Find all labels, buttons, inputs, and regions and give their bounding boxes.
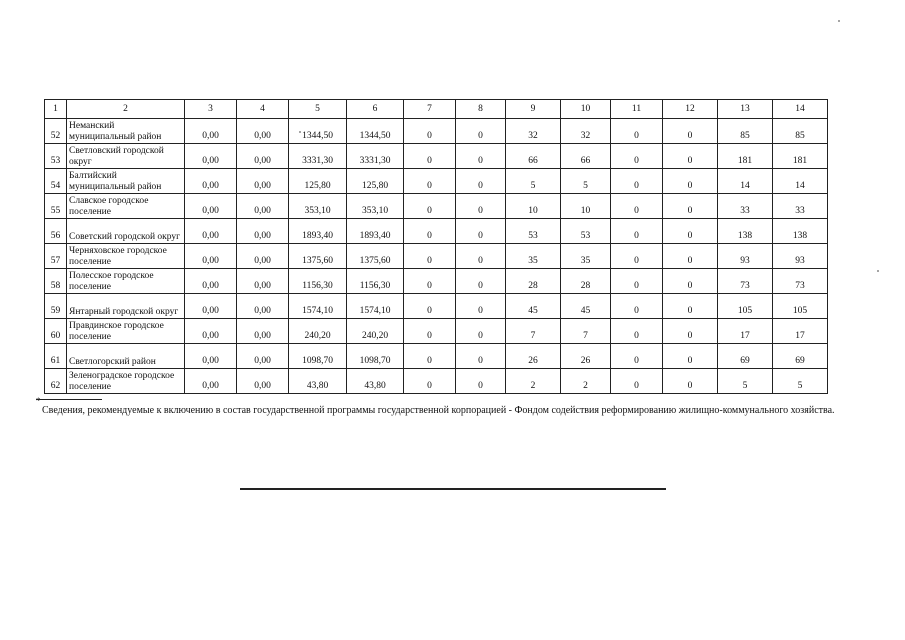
value-cell: 93 <box>718 244 773 269</box>
value-cell: 0,00 <box>237 219 289 244</box>
value-cell: 0 <box>404 119 456 144</box>
value-cell: 0,00 <box>185 344 237 369</box>
value-cell: 33 <box>773 194 828 219</box>
value-cell: 240,20 <box>289 319 347 344</box>
value-cell: 0 <box>611 194 663 219</box>
value-cell: 0 <box>663 119 718 144</box>
value-cell: 0,00 <box>237 269 289 294</box>
value-cell: 0 <box>456 294 506 319</box>
scan-speck <box>877 270 879 272</box>
value-cell: 0 <box>456 244 506 269</box>
value-cell: 53 <box>506 219 561 244</box>
value-cell: 0 <box>663 194 718 219</box>
value-cell: 3331,30 <box>289 144 347 169</box>
municipality-name-cell: Неманский муниципальный район <box>67 119 185 144</box>
value-cell: 353,10 <box>347 194 404 219</box>
value-cell: 0 <box>404 319 456 344</box>
value-cell: 0 <box>404 194 456 219</box>
value-cell: 85 <box>718 119 773 144</box>
municipality-name-cell: Правдинское городское поселение <box>67 319 185 344</box>
scan-speck <box>838 20 840 22</box>
value-cell: 14 <box>718 169 773 194</box>
row-number-cell: 53 <box>45 144 67 169</box>
value-cell: 26 <box>506 344 561 369</box>
value-cell: 0 <box>456 219 506 244</box>
value-cell: 0 <box>404 369 456 394</box>
column-header: 2 <box>67 100 185 119</box>
value-cell: 85 <box>773 119 828 144</box>
value-cell: 2 <box>506 369 561 394</box>
value-cell: 1893,40 <box>289 219 347 244</box>
value-cell: 2 <box>561 369 611 394</box>
value-cell: 45 <box>561 294 611 319</box>
value-cell: 138 <box>773 219 828 244</box>
table-row <box>45 344 828 369</box>
value-cell: 43,80 <box>289 369 347 394</box>
value-cell: 125,80 <box>347 169 404 194</box>
value-cell: 0 <box>663 344 718 369</box>
value-cell: 0 <box>611 219 663 244</box>
value-cell: 0 <box>456 344 506 369</box>
value-cell: 0,00 <box>237 144 289 169</box>
value-cell: 0 <box>611 144 663 169</box>
municipality-name-cell: Янтарный городской округ <box>67 294 185 319</box>
footnote-marker: * <box>36 396 41 406</box>
column-header: 8 <box>456 100 506 119</box>
value-cell: 0 <box>456 144 506 169</box>
value-cell: 5 <box>506 169 561 194</box>
value-cell: 0,00 <box>237 369 289 394</box>
value-cell: 32 <box>561 119 611 144</box>
municipality-name-cell: Полесское городское поселение <box>67 269 185 294</box>
value-cell: 10 <box>506 194 561 219</box>
row-number-cell: 54 <box>45 169 67 194</box>
value-cell: 0 <box>663 219 718 244</box>
value-cell: 0,00 <box>237 194 289 219</box>
value-cell: 0,00 <box>185 194 237 219</box>
row-number-cell: 57 <box>45 244 67 269</box>
value-cell: 1574,10 <box>289 294 347 319</box>
row-number-cell: 56 <box>45 219 67 244</box>
value-cell: 35 <box>506 244 561 269</box>
municipality-name-cell: Черняховское городское поселение <box>67 244 185 269</box>
value-cell: 69 <box>773 344 828 369</box>
column-header: 5 <box>289 100 347 119</box>
value-cell: 66 <box>561 144 611 169</box>
value-cell: 0,00 <box>185 169 237 194</box>
value-cell: 105 <box>773 294 828 319</box>
column-header: 3 <box>185 100 237 119</box>
municipality-name-cell: Балтийский муниципальный район <box>67 169 185 194</box>
value-cell: 353,10 <box>289 194 347 219</box>
value-cell: 0,00 <box>185 319 237 344</box>
value-cell: 0 <box>456 194 506 219</box>
footnote-divider <box>36 399 102 400</box>
value-cell: 1098,70 <box>289 344 347 369</box>
value-cell: 0,00 <box>237 244 289 269</box>
value-cell: 1893,40 <box>347 219 404 244</box>
value-cell: 0 <box>404 219 456 244</box>
value-cell: 17 <box>718 319 773 344</box>
row-number-cell: 61 <box>45 344 67 369</box>
value-cell: 0 <box>404 269 456 294</box>
value-cell: 66 <box>506 144 561 169</box>
value-cell: 1344,50 <box>289 119 347 144</box>
value-cell: 26 <box>561 344 611 369</box>
value-cell: 240,20 <box>347 319 404 344</box>
value-cell: 0 <box>611 294 663 319</box>
table-row <box>45 144 828 169</box>
value-cell: 1344,50 <box>347 119 404 144</box>
table-header-row <box>45 100 828 119</box>
value-cell: 0,00 <box>185 244 237 269</box>
value-cell: 0 <box>611 244 663 269</box>
value-cell: 1156,30 <box>289 269 347 294</box>
row-number-cell: 55 <box>45 194 67 219</box>
value-cell: 0 <box>456 119 506 144</box>
table-row <box>45 369 828 394</box>
value-cell: 181 <box>773 144 828 169</box>
value-cell: 73 <box>718 269 773 294</box>
row-number-cell: 62 <box>45 369 67 394</box>
value-cell: 0 <box>456 319 506 344</box>
value-cell: 32 <box>506 119 561 144</box>
value-cell: 138 <box>718 219 773 244</box>
value-cell: 1375,60 <box>289 244 347 269</box>
value-cell: 0 <box>663 144 718 169</box>
row-number-cell: 52 <box>45 119 67 144</box>
value-cell: 0 <box>456 269 506 294</box>
value-cell: 7 <box>506 319 561 344</box>
value-cell: 5 <box>718 369 773 394</box>
value-cell: 1156,30 <box>347 269 404 294</box>
column-header: 10 <box>561 100 611 119</box>
column-header: 1 <box>45 100 67 119</box>
row-number-cell: 60 <box>45 319 67 344</box>
value-cell: 0,00 <box>185 144 237 169</box>
value-cell: 0,00 <box>185 269 237 294</box>
value-cell: 53 <box>561 219 611 244</box>
table-row <box>45 119 828 144</box>
value-cell: 0 <box>611 319 663 344</box>
column-header: 4 <box>237 100 289 119</box>
value-cell: 0 <box>404 169 456 194</box>
value-cell: 10 <box>561 194 611 219</box>
value-cell: 0 <box>456 169 506 194</box>
value-cell: 125,80 <box>289 169 347 194</box>
value-cell: 43,80 <box>347 369 404 394</box>
value-cell: 1098,70 <box>347 344 404 369</box>
value-cell: 0 <box>663 319 718 344</box>
column-header: 6 <box>347 100 404 119</box>
value-cell: 0 <box>404 344 456 369</box>
value-cell: 105 <box>718 294 773 319</box>
table-row <box>45 244 828 269</box>
closing-line <box>240 488 666 490</box>
value-cell: 73 <box>773 269 828 294</box>
table-row <box>45 169 828 194</box>
value-cell: 14 <box>773 169 828 194</box>
value-cell: 0 <box>611 119 663 144</box>
value-cell: 0,00 <box>237 319 289 344</box>
column-header: 14 <box>773 100 828 119</box>
value-cell: 0 <box>611 344 663 369</box>
column-header: 7 <box>404 100 456 119</box>
value-cell: 0,00 <box>185 119 237 144</box>
row-number-cell: 59 <box>45 294 67 319</box>
value-cell: 93 <box>773 244 828 269</box>
column-header: 13 <box>718 100 773 119</box>
value-cell: 0,00 <box>237 119 289 144</box>
value-cell: 35 <box>561 244 611 269</box>
value-cell: 0,00 <box>185 369 237 394</box>
value-cell: 0,00 <box>237 294 289 319</box>
column-header: 12 <box>663 100 718 119</box>
value-cell: 0 <box>404 294 456 319</box>
value-cell: 1375,60 <box>347 244 404 269</box>
table-row <box>45 319 828 344</box>
municipality-name-cell: Светлогорский район <box>67 344 185 369</box>
municipality-name-cell: Советский городской округ <box>67 219 185 244</box>
table-row <box>45 294 828 319</box>
municipality-name-cell: Зеленоградское городское поселение <box>67 369 185 394</box>
value-cell: 28 <box>506 269 561 294</box>
table-row <box>45 194 828 219</box>
value-cell: 7 <box>561 319 611 344</box>
data-table <box>44 99 828 394</box>
value-cell: 5 <box>773 369 828 394</box>
value-cell: 0 <box>663 169 718 194</box>
value-cell: 0 <box>611 269 663 294</box>
value-cell: 0,00 <box>185 219 237 244</box>
value-cell: 181 <box>718 144 773 169</box>
value-cell: 69 <box>718 344 773 369</box>
table-row <box>45 219 828 244</box>
value-cell: 5 <box>561 169 611 194</box>
value-cell: 0 <box>663 294 718 319</box>
value-cell: 0 <box>611 169 663 194</box>
value-cell: 0 <box>611 369 663 394</box>
value-cell: 0,00 <box>185 294 237 319</box>
column-header: 9 <box>506 100 561 119</box>
value-cell: 33 <box>718 194 773 219</box>
value-cell: 0 <box>404 144 456 169</box>
value-cell: 1574,10 <box>347 294 404 319</box>
value-cell: 3331,30 <box>347 144 404 169</box>
scan-speck <box>299 131 301 133</box>
column-header: 11 <box>611 100 663 119</box>
value-cell: 17 <box>773 319 828 344</box>
municipality-name-cell: Светловский городской округ <box>67 144 185 169</box>
value-cell: 0 <box>663 244 718 269</box>
value-cell: 0 <box>456 369 506 394</box>
value-cell: 0,00 <box>237 344 289 369</box>
value-cell: 28 <box>561 269 611 294</box>
value-cell: 45 <box>506 294 561 319</box>
value-cell: 0 <box>404 244 456 269</box>
value-cell: 0 <box>663 269 718 294</box>
table-row <box>45 269 828 294</box>
row-number-cell: 58 <box>45 269 67 294</box>
footnote-text: Сведения, рекомендуемые к включению в состав государственной программы государственной корпорацией - Фондом содействия реформированию жилищно-коммунального хозяйства. <box>42 405 835 416</box>
value-cell: 0,00 <box>237 169 289 194</box>
value-cell: 0 <box>663 369 718 394</box>
municipality-name-cell: Славское городское поселение <box>67 194 185 219</box>
